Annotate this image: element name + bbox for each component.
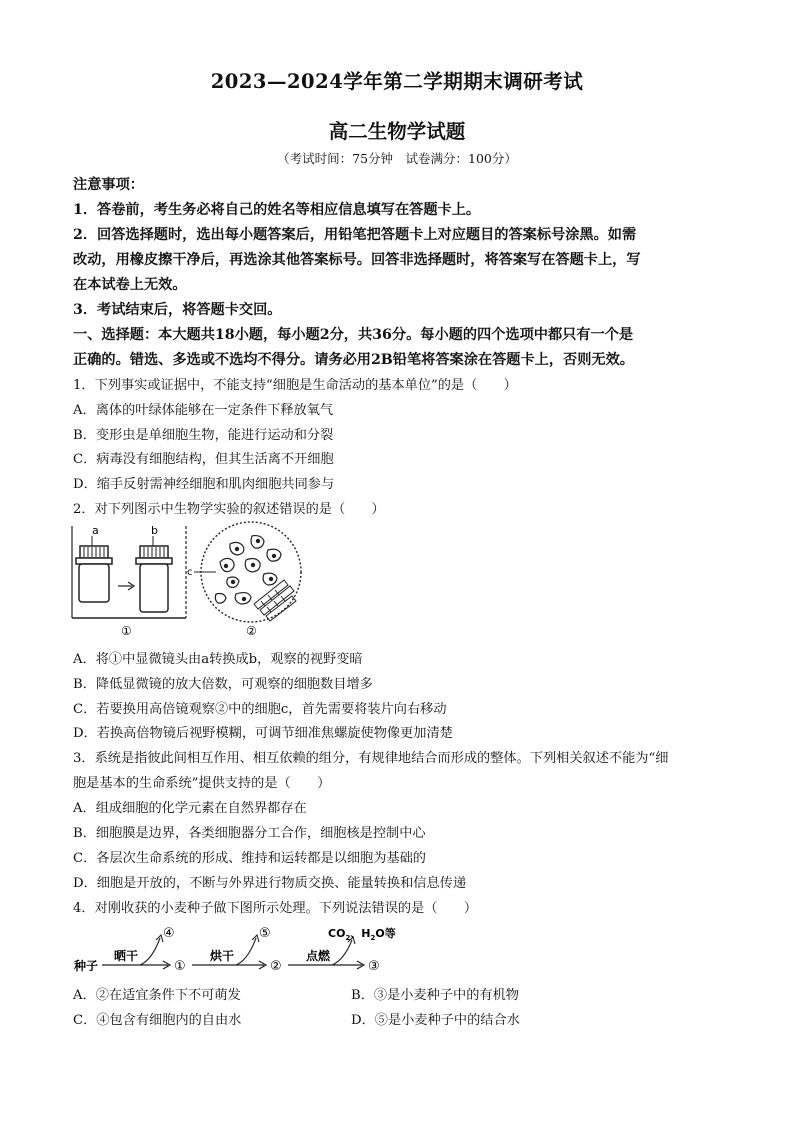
q4-option-c: C．④包含有细胞内的自由水 <box>73 1013 242 1028</box>
q4-process-diagram <box>72 920 412 976</box>
microscope-panel-1 <box>72 524 186 638</box>
q3-stem-line-2: 胞是基本的生命系统”提供支持的是（ ） <box>73 776 331 791</box>
figure-label-1: ① <box>121 624 132 638</box>
objective-lens-a <box>76 546 112 602</box>
notice-item-2-line-2: 改动，用橡皮擦干净后，再选涂其他答案标号。回答非选择题时，将答案写在答题卡上，写 <box>73 252 641 268</box>
q3-option-c: C．各层次生命系统的形成、维持和运转都是以细胞为基础的 <box>73 851 426 866</box>
q3-stem-line-1: 3．系统是指彼此间相互作用、相互依赖的组分，有规律地结合而形成的整体。下列相关叙述不能为“细 <box>73 751 669 766</box>
exam-subtitle: 高二生物学试题 <box>328 120 466 143</box>
q3-option-d: D．细胞是开放的，不断与外界进行物质交换、能量转换和信息传递 <box>73 876 467 891</box>
q2-option-c: C．若要换用高倍镜观察②中的细胞c，首先需要将装片向右移动 <box>73 702 447 717</box>
microscope-field-panel-2 <box>187 522 301 638</box>
step-sun-dry: 晒干 <box>114 949 139 963</box>
product-gases: $CO_2$、$H_2O$等 <box>328 927 396 942</box>
lens-b-label: b <box>151 524 158 537</box>
q3-option-b: B．细胞膜是边界，各类细胞器分工合作，细胞核是控制中心 <box>73 826 426 841</box>
q1-option-c: C．病毒没有细胞结构，但其生活离不开细胞 <box>73 452 334 467</box>
section-1-instructions-line-2: 正确的。错选、多选或不选均不得分。请务必用2B铅笔将答案涂在答题卡上，否则无效。 <box>73 352 634 368</box>
stage-2: ② <box>270 959 282 974</box>
exam-meta: （考试时间：75分钟 试卷满分：100分） <box>277 151 517 166</box>
product-4: ④ <box>163 926 175 941</box>
notice-item-3: 3．考试结束后，将答题卡交回。 <box>73 302 282 318</box>
step-oven-dry: 烘干 <box>210 949 235 963</box>
q2-option-a: A．将①中显微镜头由a转换成b，观察的视野变暗 <box>73 652 363 667</box>
q4-option-a: A．②在适宜条件下不可萌发 <box>73 988 241 1003</box>
q2-figure <box>68 518 368 644</box>
q2-option-b: B．降低显微镜的放大倍数，可观察的细胞数目增多 <box>73 677 373 692</box>
q1-option-d: D．缩手反射需神经细胞和肌肉细胞共同参与 <box>73 477 335 492</box>
exam-title: 2023—2024学年第二学期期末调研考试 <box>210 70 584 93</box>
stage-3: ③ <box>368 959 380 974</box>
notice-heading: 注意事项： <box>73 177 144 193</box>
notice-item-1: 1．答卷前，考生务必将自己的姓名等相应信息填写在答题卡上。 <box>73 202 481 218</box>
lens-a-label: a <box>92 524 99 537</box>
objective-lens-b <box>136 546 172 612</box>
notice-item-2-line-3: 在本试卷上无效。 <box>73 277 187 293</box>
q4-stem: 4．对刚收获的小麦种子做下图所示处理。下列说法错误的是（ ） <box>73 901 478 916</box>
cell-c-label: c <box>187 567 193 578</box>
figure-label-2: ② <box>246 624 257 638</box>
stage-1: ① <box>174 959 186 974</box>
q2-option-d: D．若换高倍物镜后视野模糊，可调节细准焦螺旋使物像更加清楚 <box>73 726 453 741</box>
q1-option-b: B．变形虫是单细胞生物，能进行运动和分裂 <box>73 428 334 443</box>
step-ignite: 点燃 <box>306 949 331 963</box>
section-1-instructions-line-1: 一、选择题：本大题共18小题，每小题2分，共36分。每小题的四个选项中都只有一个是 <box>73 327 634 343</box>
q1-option-a: A．离体的叶绿体能够在一定条件下释放氧气 <box>73 403 334 418</box>
q2-stem: 2．对下列图示中生物学实验的叙述错误的是（ ） <box>73 502 385 517</box>
q3-option-a: A．组成细胞的化学元素在自然界都存在 <box>73 801 307 816</box>
product-5: ⑤ <box>259 926 271 941</box>
notice-item-2-line-1: 2．回答选择题时，选出每小题答案后，用铅笔把答题卡上对应题目的答案标号涂黑。如需 <box>73 227 637 243</box>
q4-option-d: D．⑤是小麦种子中的结合水 <box>351 1013 520 1028</box>
q4-option-b: B．③是小麦种子中的有机物 <box>351 988 519 1003</box>
q1-stem: 1．下列事实或证据中，不能支持“细胞是生命活动的基本单位”的是（ ） <box>73 378 517 393</box>
seed-label: 种子 <box>74 959 99 973</box>
